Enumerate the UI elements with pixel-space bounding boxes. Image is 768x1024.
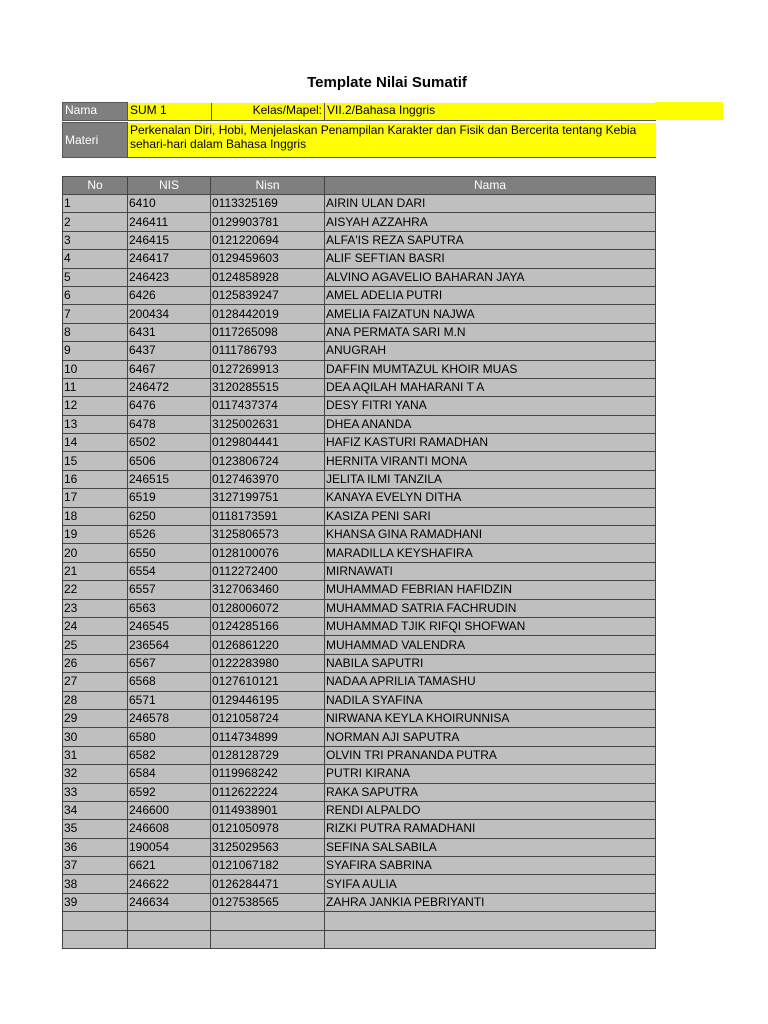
student-rows <box>63 195 656 949</box>
cell-nisn[interactable]: 0111786793 <box>211 342 325 360</box>
column-header-nama: Nama <box>325 177 656 195</box>
table-row <box>63 857 656 875</box>
cell-nis[interactable]: 6502 <box>128 434 211 452</box>
cell-nisn[interactable]: 0127463970 <box>211 470 325 488</box>
table-row <box>63 654 656 672</box>
cell-nis[interactable]: 6584 <box>128 765 211 783</box>
table-row <box>63 765 656 783</box>
cell-nis[interactable]: 236564 <box>128 636 211 654</box>
cell-no[interactable]: 7 <box>63 305 128 323</box>
cell-nisn[interactable]: 0122283980 <box>211 654 325 672</box>
cell-nama[interactable]: MIRNAWATI <box>325 562 656 580</box>
cell-nisn[interactable]: 0118173591 <box>211 507 325 525</box>
table-row <box>63 746 656 764</box>
table-row <box>63 581 656 599</box>
cell-no[interactable]: 25 <box>63 636 128 654</box>
cell-no[interactable]: 37 <box>63 857 128 875</box>
cell-nis[interactable]: 246622 <box>128 875 211 893</box>
cell-nis[interactable]: 6563 <box>128 599 211 617</box>
cell-nisn[interactable]: 0126284471 <box>211 875 325 893</box>
cell-nama[interactable]: ALVINO AGAVELIO BAHARAN JAYA <box>325 268 656 286</box>
table-row <box>63 507 656 525</box>
cell-nama[interactable]: ZAHRA JANKIA PEBRIYANTI <box>325 893 656 911</box>
cell-nama[interactable]: NADILA SYAFINA <box>325 691 656 709</box>
materi-line-1: Perkenalan Diri, Hobi, Menjelaskan Penampilan Karakter dan Fisik dan Bercerita tentang Kebia <box>130 122 637 137</box>
empty-table-row <box>63 930 656 948</box>
table-row <box>63 544 656 562</box>
table-row <box>63 470 656 488</box>
cell-nisn[interactable]: 0128100076 <box>211 544 325 562</box>
cell-nis[interactable]: 246600 <box>128 801 211 819</box>
cell-nisn[interactable]: 0114938901 <box>211 801 325 819</box>
cell-no[interactable]: 4 <box>63 250 128 268</box>
cell-no[interactable]: 27 <box>63 673 128 691</box>
empty-cell[interactable] <box>128 930 211 948</box>
cell-nis[interactable]: 6467 <box>128 360 211 378</box>
cell-nisn[interactable]: 0127269913 <box>211 360 325 378</box>
cell-no[interactable]: 28 <box>63 691 128 709</box>
kelas-value[interactable]: VII.2/Bahasa Inggris <box>325 103 656 121</box>
cell-nama[interactable]: MUHAMMAD VALENDRA <box>325 636 656 654</box>
cell-no[interactable]: 21 <box>63 562 128 580</box>
cell-nisn[interactable]: 0112622224 <box>211 783 325 801</box>
yellow-fill-extension <box>655 102 723 120</box>
cell-no[interactable]: 5 <box>63 268 128 286</box>
table-row <box>63 599 656 617</box>
cell-nama[interactable]: RIZKI PUTRA RAMADHANI <box>325 820 656 838</box>
cell-nis[interactable]: 6592 <box>128 783 211 801</box>
cell-nisn[interactable]: 0121220694 <box>211 231 325 249</box>
table-row <box>63 268 656 286</box>
cell-nisn[interactable]: 0124285166 <box>211 617 325 635</box>
cell-no[interactable]: 32 <box>63 765 128 783</box>
cell-nama[interactable]: JELITA ILMI TANZILA <box>325 470 656 488</box>
cell-nama[interactable]: OLVIN TRI PRANANDA PUTRA <box>325 746 656 764</box>
cell-nisn[interactable]: 0129804441 <box>211 434 325 452</box>
cell-no[interactable]: 6 <box>63 286 128 304</box>
cell-nisn[interactable]: 0119968242 <box>211 765 325 783</box>
table-row <box>63 838 656 856</box>
kelas-label: Kelas/Mapel: <box>212 103 325 121</box>
cell-no[interactable]: 8 <box>63 323 128 341</box>
cell-nama[interactable]: KHANSA GINA RAMADHANI <box>325 526 656 544</box>
cell-no[interactable]: 16 <box>63 470 128 488</box>
table-row <box>63 893 656 911</box>
cell-nis[interactable]: 190054 <box>128 838 211 856</box>
cell-no[interactable]: 38 <box>63 875 128 893</box>
table-row <box>63 415 656 433</box>
table-row <box>63 636 656 654</box>
cell-nama[interactable]: KANAYA EVELYN DITHA <box>325 489 656 507</box>
table-row <box>63 231 656 249</box>
empty-table-row <box>63 912 656 930</box>
cell-no[interactable]: 23 <box>63 599 128 617</box>
table-row <box>63 360 656 378</box>
cell-nama[interactable]: ANA PERMATA SARI M.N <box>325 323 656 341</box>
cell-nis[interactable]: 6519 <box>128 489 211 507</box>
cell-no[interactable]: 3 <box>63 231 128 249</box>
cell-nama[interactable]: NADAA APRILIA TAMASHU <box>325 673 656 691</box>
cell-nis[interactable]: 6410 <box>128 195 211 213</box>
cell-nis[interactable]: 6478 <box>128 415 211 433</box>
cell-nisn[interactable]: 0128006072 <box>211 599 325 617</box>
cell-nama[interactable]: SEFINA SALSABILA <box>325 838 656 856</box>
cell-no[interactable]: 31 <box>63 746 128 764</box>
cell-nama[interactable]: SYAFIRA SABRINA <box>325 857 656 875</box>
table-row <box>63 562 656 580</box>
cell-nis[interactable]: 246578 <box>128 709 211 727</box>
table-row <box>63 673 656 691</box>
materi-value[interactable] <box>128 123 656 158</box>
cell-nisn[interactable]: 0121058724 <box>211 709 325 727</box>
materi-line-2: sehari-hari dalam Bahasa Inggris <box>130 136 307 151</box>
cell-nama[interactable]: DESY FITRI YANA <box>325 397 656 415</box>
cell-nama[interactable]: NIRWANA KEYLA KHOIRUNNISA <box>325 709 656 727</box>
cell-nisn[interactable]: 0129903781 <box>211 213 325 231</box>
cell-nis[interactable]: 6550 <box>128 544 211 562</box>
table-row <box>63 250 656 268</box>
cell-nis[interactable]: 6557 <box>128 581 211 599</box>
cell-no[interactable]: 29 <box>63 709 128 727</box>
cell-nis[interactable]: 246545 <box>128 617 211 635</box>
cell-nama[interactable]: NORMAN AJI SAPUTRA <box>325 728 656 746</box>
table-row <box>63 452 656 470</box>
cell-nama[interactable]: MUHAMMAD FEBRIAN HAFIDZIN <box>325 581 656 599</box>
cell-nis[interactable]: 246417 <box>128 250 211 268</box>
cell-no[interactable]: 15 <box>63 452 128 470</box>
cell-no[interactable]: 33 <box>63 783 128 801</box>
table-row <box>63 783 656 801</box>
cell-nisn[interactable]: 0125839247 <box>211 286 325 304</box>
cell-nisn[interactable]: 0129459603 <box>211 250 325 268</box>
cell-no[interactable]: 12 <box>63 397 128 415</box>
student-table <box>62 176 656 949</box>
empty-cell[interactable] <box>211 912 325 930</box>
cell-nisn[interactable]: 0112272400 <box>211 562 325 580</box>
cell-nis[interactable]: 6437 <box>128 342 211 360</box>
cell-nama[interactable]: HAFIZ KASTURI RAMADHAN <box>325 434 656 452</box>
cell-nisn[interactable]: 0126861220 <box>211 636 325 654</box>
cell-nis[interactable]: 6250 <box>128 507 211 525</box>
cell-nama[interactable]: DEA AQILAH MAHARANI T A <box>325 378 656 396</box>
table-row <box>63 709 656 727</box>
cell-nis[interactable]: 6567 <box>128 654 211 672</box>
table-row <box>63 305 656 323</box>
cell-nama[interactable]: HERNITA VIRANTI MONA <box>325 452 656 470</box>
cell-no[interactable]: 2 <box>63 213 128 231</box>
cell-nisn[interactable]: 0128442019 <box>211 305 325 323</box>
empty-cell[interactable] <box>325 930 656 948</box>
materi-table <box>62 122 656 158</box>
cell-nisn[interactable]: 0113325169 <box>211 195 325 213</box>
cell-no[interactable]: 18 <box>63 507 128 525</box>
table-row <box>63 801 656 819</box>
cell-nis[interactable]: 246415 <box>128 231 211 249</box>
table-row <box>63 323 656 341</box>
materi-label: Materi <box>63 123 128 158</box>
cell-nama[interactable]: NABILA SAPUTRI <box>325 654 656 672</box>
cell-no[interactable]: 10 <box>63 360 128 378</box>
empty-cell[interactable] <box>128 912 211 930</box>
cell-nis[interactable]: 246411 <box>128 213 211 231</box>
cell-nisn[interactable]: 3125806573 <box>211 526 325 544</box>
cell-no[interactable]: 24 <box>63 617 128 635</box>
cell-nama[interactable]: AMEL ADELIA PUTRI <box>325 286 656 304</box>
cell-nis[interactable]: 6580 <box>128 728 211 746</box>
cell-nisn[interactable]: 0117437374 <box>211 397 325 415</box>
cell-nis[interactable]: 246423 <box>128 268 211 286</box>
cell-nama[interactable]: MUHAMMAD TJIK RIFQI SHOFWAN <box>325 617 656 635</box>
cell-nisn[interactable]: 0127538565 <box>211 893 325 911</box>
cell-nama[interactable]: PUTRI KIRANA <box>325 765 656 783</box>
empty-cell[interactable] <box>211 930 325 948</box>
nama-label: Nama <box>63 103 128 121</box>
cell-nama[interactable]: KASIZA PENI SARI <box>325 507 656 525</box>
cell-nis[interactable]: 246515 <box>128 470 211 488</box>
cell-nis[interactable]: 246634 <box>128 893 211 911</box>
cell-nama[interactable]: RAKA SAPUTRA <box>325 783 656 801</box>
cell-nis[interactable]: 6554 <box>128 562 211 580</box>
cell-nama[interactable]: ANUGRAH <box>325 342 656 360</box>
cell-nis[interactable]: 6426 <box>128 286 211 304</box>
cell-no[interactable]: 1 <box>63 195 128 213</box>
cell-no[interactable]: 11 <box>63 378 128 396</box>
cell-nisn[interactable]: 3125002631 <box>211 415 325 433</box>
table-row <box>63 820 656 838</box>
nama-value[interactable]: SUM 1 <box>128 103 212 121</box>
cell-nama[interactable]: MARADILLA KEYSHAFIRA <box>325 544 656 562</box>
cell-nis[interactable]: 6506 <box>128 452 211 470</box>
cell-no[interactable]: 9 <box>63 342 128 360</box>
table-row <box>63 617 656 635</box>
cell-nisn[interactable]: 0129446195 <box>211 691 325 709</box>
column-header-nisn: Nisn <box>211 177 325 195</box>
cell-no[interactable]: 14 <box>63 434 128 452</box>
cell-nama[interactable]: RENDI ALPALDO <box>325 801 656 819</box>
cell-no[interactable]: 30 <box>63 728 128 746</box>
cell-nama[interactable]: DAFFIN MUMTAZUL KHOIR MUAS <box>325 360 656 378</box>
cell-no[interactable]: 35 <box>63 820 128 838</box>
cell-nisn[interactable]: 0121050978 <box>211 820 325 838</box>
table-row <box>63 378 656 396</box>
cell-nisn[interactable]: 0123806724 <box>211 452 325 470</box>
cell-no[interactable]: 19 <box>63 526 128 544</box>
cell-nisn[interactable]: 3125029563 <box>211 838 325 856</box>
cell-nama[interactable]: ALIF SEFTIAN BASRI <box>325 250 656 268</box>
cell-no[interactable]: 22 <box>63 581 128 599</box>
cell-nis[interactable]: 6568 <box>128 673 211 691</box>
cell-nama[interactable]: MUHAMMAD SATRIA FACHRUDIN <box>325 599 656 617</box>
cell-nama[interactable]: ALFA'IS REZA SAPUTRA <box>325 231 656 249</box>
table-row <box>63 434 656 452</box>
cell-no[interactable]: 34 <box>63 801 128 819</box>
cell-nama[interactable]: AMELIA FAIZATUN NAJWA <box>325 305 656 323</box>
cell-nis[interactable]: 6582 <box>128 746 211 764</box>
cell-no[interactable]: 20 <box>63 544 128 562</box>
cell-nama[interactable]: DHEA ANANDA <box>325 415 656 433</box>
cell-nis[interactable]: 200434 <box>128 305 211 323</box>
cell-nis[interactable]: 6526 <box>128 526 211 544</box>
table-row <box>63 213 656 231</box>
empty-cell[interactable] <box>63 912 128 930</box>
cell-nisn[interactable]: 0117265098 <box>211 323 325 341</box>
cell-nisn[interactable]: 0128128729 <box>211 746 325 764</box>
cell-nama[interactable]: AIRIN ULAN DARI <box>325 195 656 213</box>
cell-no[interactable]: 13 <box>63 415 128 433</box>
cell-nis[interactable]: 6431 <box>128 323 211 341</box>
table-row <box>63 728 656 746</box>
cell-no[interactable]: 39 <box>63 893 128 911</box>
cell-nisn[interactable]: 0121067182 <box>211 857 325 875</box>
table-row <box>63 875 656 893</box>
column-header-no: No <box>63 177 128 195</box>
cell-nis[interactable]: 6476 <box>128 397 211 415</box>
table-row <box>63 489 656 507</box>
table-row <box>63 397 656 415</box>
cell-nis[interactable]: 6621 <box>128 857 211 875</box>
cell-no[interactable]: 17 <box>63 489 128 507</box>
cell-nisn[interactable]: 0114734899 <box>211 728 325 746</box>
cell-nis[interactable]: 246472 <box>128 378 211 396</box>
table-row <box>63 342 656 360</box>
table-row <box>63 526 656 544</box>
cell-nisn[interactable]: 3127199751 <box>211 489 325 507</box>
cell-nama[interactable]: SYIFA AULIA <box>325 875 656 893</box>
header-info-table <box>62 102 656 121</box>
table-row <box>63 286 656 304</box>
cell-nama[interactable]: AISYAH AZZAHRA <box>325 213 656 231</box>
cell-nisn[interactable]: 0127610121 <box>211 673 325 691</box>
cell-nis[interactable]: 246608 <box>128 820 211 838</box>
cell-nisn[interactable]: 3127063460 <box>211 581 325 599</box>
cell-nisn[interactable]: 0124858928 <box>211 268 325 286</box>
empty-cell[interactable] <box>63 930 128 948</box>
table-row <box>63 195 656 213</box>
cell-no[interactable]: 36 <box>63 838 128 856</box>
cell-nis[interactable]: 6571 <box>128 691 211 709</box>
cell-no[interactable]: 26 <box>63 654 128 672</box>
cell-nisn[interactable]: 3120285515 <box>211 378 325 396</box>
page-title: Template Nilai Sumatif <box>307 74 467 91</box>
empty-cell[interactable] <box>325 912 656 930</box>
table-row <box>63 691 656 709</box>
column-header-nis: NIS <box>128 177 211 195</box>
